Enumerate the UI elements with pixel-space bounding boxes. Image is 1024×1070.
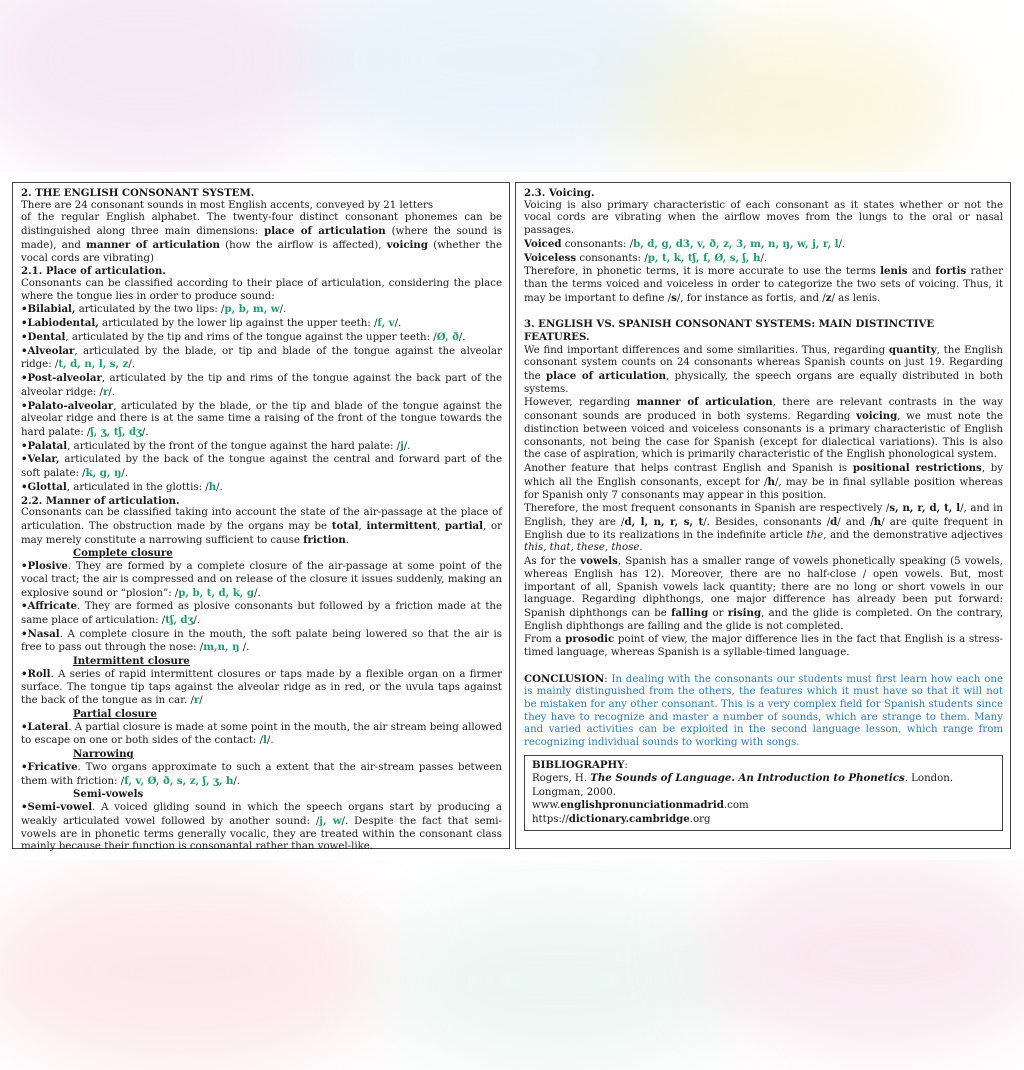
left-column [12,182,510,853]
phoneme-set: m,n, ŋ [203,641,240,654]
text-run: We find important differences and some similarities. Thus, regarding [524,344,889,356]
text-run: •Affricate [21,600,78,613]
text-run: h [767,475,775,488]
subheading: Semi-vowels [73,788,144,801]
bibliography-site-1: www.englishpronunciationmadrid.com [532,799,749,812]
bg-blob-pink [0,870,390,1070]
paragraph [21,721,502,748]
text-run: CONCLUSION [524,672,605,685]
text-run: intermittent [366,519,437,532]
text-run: and [907,266,936,278]
text-run: rising [727,606,762,619]
bg-blob-blue [300,0,720,160]
phoneme-set: h [208,480,217,493]
phoneme-set: p, b, t, d, k, g [178,586,255,599]
paragraph [21,317,502,331]
paragraph: There are 24 consonant sounds in most English accents, conveyed by 21 letters [21,199,434,211]
phoneme-set: tʃ, dʒ [165,614,194,626]
text-run: . They are formed as plosive consonants but followed by a friction made at the same place of articulation: / [21,601,502,626]
text-run: •Alveolar [21,344,75,357]
text-run: : [604,673,612,685]
text-run: manner of articulation [636,396,773,409]
paragraph [524,344,1003,397]
text-run: d [830,515,838,528]
text-run: / [199,695,203,707]
text-run: Voiceless [524,251,577,264]
section-heading: 2.3. Voicing. [524,187,595,199]
phoneme-set: f, v, Ø, ð, s, z, ʃ, ʒ, h [124,774,234,787]
text-run: •Roll [21,667,51,680]
phoneme-set: Ø, ð [436,330,459,343]
text-run: /. [239,642,250,654]
text-run: /. [128,359,136,371]
text-run: , articulated by the front of the tongue against the hard palate: / [67,440,401,452]
text-run: •Palato-alveolar [21,399,114,412]
text-run: , and the demonstrative adjectives [823,529,1003,541]
text-run: falling [671,606,709,619]
text-run: manner of articulation [86,238,220,251]
paragraph [21,628,502,655]
bg-blob-yellow [620,20,960,190]
text-run: , and the glide is completed. On the contrary, English diphthongs are falling and the glide is not completed. [524,607,1003,632]
text-run: /. Despite the fact that semi-vowels are in phonetic terms generally vocalic, they are treated within the consonant class mainly because their function is consonantal rather than vowel-like. [21,815,502,853]
text-run: the [806,529,824,541]
text-run: positional restrictions [852,462,982,475]
text-run: (whether the vocal cords are vibrating) [21,239,502,264]
text-run: , by which all the English consonants, except for / [524,463,1003,488]
bibliography-site-2: https://dictionary.cambridge.org [532,812,711,825]
section-heading: 3. ENGLISH VS. SPANISH CONSONANT SYSTEMS: MAIN DISTINCTIVE FEATURES. [524,318,935,343]
phoneme-set: j, w [319,814,342,827]
text-run: As for the [524,556,581,568]
text-run: . A complete closure in the mouth, the soft palate being lowered so that the air is free to pass out through the nose: / [21,628,502,654]
phoneme-set: f, v [377,317,395,330]
right-column-text [524,187,1003,750]
bibliography-box [524,755,1003,832]
text-run: •Palatal [21,439,68,452]
text-run: or [708,607,728,619]
text-run: consonants: / [576,252,648,264]
paragraph [21,345,502,372]
phoneme-set: r [103,385,109,398]
phoneme-set: l [263,734,267,747]
text-run: . They are formed by a complete closure of the air-passage at some point of the vocal tract; the air is compressed and on release of the closure it issues suddenly, making an explosive sound or “plosion”: / [21,561,502,599]
text-run: , articulated by the tip and rims of the tongue against the back part of the alveolar ridge: / [21,373,502,398]
text-run: this, that, these, those [524,542,640,554]
text-run: •Velar, [21,453,60,466]
bg-blob-rose [700,860,1024,1050]
text-run: •Bilabial, [21,303,76,316]
text-run: •Nasal [21,627,60,640]
text-run: Therefore, in phonetic terms, it is more accurate to use the terms [524,266,881,278]
text-run: /. Besides, consonants / [703,516,831,528]
paragraph [21,372,502,399]
subheading: Partial closure [73,708,157,721]
text-run: , articulated by the blade, or the tip and blade of the tongue against the alveolar ridge and there is at the same time a raising of the front of the tongue towards the hard palate: / [21,400,502,438]
text-run: rather than the terms voiced and voiceless in order to categorize the two sets of voicing. Thus, it may be important to define / [524,266,1003,304]
text-run: Consonants can be classified taking into account the state of the air-passage at the place of articulation. The obstruction made by the organs may be [21,507,502,532]
text-run: , [358,520,367,532]
text-run: , the English consonant system counts on 24 consonants whereas Spanish counts on just 19. Regarding the [524,344,1003,383]
paragraph [21,507,502,547]
phoneme-set: t, d, n, l, s, z [58,358,129,371]
text-run: (how the airflow is affected), [219,239,387,251]
paragraph [524,238,1003,252]
paragraph [21,481,502,495]
text-run: z [825,291,832,304]
text-run: quantity [888,343,937,356]
paragraph: Voicing is also primary characteristic of each consonant as it states whether or not the vocal cords are vibrating when the airflow moves from the lungs to the oral or nasal passages. [524,199,1003,237]
text-run: d, l, n, r, s, t [624,515,704,528]
text-run: total [331,519,359,532]
text-run: However, regarding [524,397,637,409]
text-run: , articulated by the tip and rims of the tongue against the upper teeth: / [65,331,437,343]
section-heading: 2.2. Manner of articulation. [21,494,180,507]
paragraph [21,453,502,480]
text-run: . [639,542,643,554]
paragraph [21,400,502,440]
phoneme-set: b, d, g, d3, v, ð, z, 3, m, n, ŋ, w, j, r, l [633,237,839,250]
text-run: , physically, the speech organs are equally distributed in both systems. [524,371,1003,395]
text-run: From a [524,634,566,646]
bibliography-reference: Rogers, H. The Sounds of Language. An Introduction to Phonetics. London. Longman, 2000. [532,772,954,798]
text-run: . Two organs approximate to such a extent that the air-stream passes between them with friction: / [21,761,502,787]
subheading: Intermittent closure [73,655,190,668]
text-run: •Fricative [21,760,78,773]
text-run: /. [266,735,274,747]
phoneme-set: ʃ, ʒ, tʃ, dʒ [90,425,142,438]
text-run: s, n, r, d, t, l [889,502,961,515]
text-run: . A series of rapid intermittent closures or taps made by a flexible organ on a firmer surface. The tongue tip taps against the alveolar ridge as in red, or the uvula taps against the back of the tongue as in car. / [21,668,502,707]
text-run: friction [303,533,346,546]
text-run: articulated by the lower lip against the upper teeth: / [98,318,378,330]
text-run: /, may be in final syllable position whereas for Spanish only 7 consonants may appear in this position. [524,476,1003,501]
text-run: . [345,534,350,546]
text-run: Therefore, the most frequent consonants in Spanish are respectively / [524,503,890,515]
text-run: voicing [386,238,428,251]
text-run: (where the sound is made), and [21,226,502,251]
text-run: , [436,520,445,532]
paragraph: Consonants can be classified according to their place of articulation, considering the place where the tongue lies in order to produce sound: [21,278,502,302]
text-run: , articulated by the blade, or tip and blade of the tongue against the alveolar ridge: / [21,345,502,371]
text-run: place of articulation [264,225,386,238]
text-run: , articulated in the glottis: / [66,481,209,493]
paragraph [524,265,1003,305]
text-run: / as lenis. [831,292,881,304]
text-run: lenis [880,265,908,278]
text-run: , or may merely constitute a narrowing sufficient to cause [21,520,502,546]
text-run: •Dental [21,330,66,343]
paragraph [21,761,502,788]
text-run: /. [279,304,287,316]
text-run: , there are relevant contrasts in the way consonant sounds are produced in both systems. Regarding [524,397,1003,423]
phoneme-set: p, t, k, tʃ, f, Ø, s, ʃ, h [647,251,761,264]
paragraph [21,303,502,317]
text-run: consonants: / [561,238,634,250]
text-run: h [873,515,882,528]
paragraph [524,252,1003,266]
phoneme-set: p, b, m, w [224,303,280,316]
spacer [524,305,1003,318]
paragraph [21,440,502,454]
text-run: /. [458,331,466,343]
text-run: articulated by the two lips: / [75,304,225,316]
text-run: partial [444,519,484,532]
paragraph [524,555,1003,633]
text-run: , we must note the distinction between voiced and voiceless consonants is a primary characteristic of English consonants, not being the case for Spanish (except for dialectical variations). This is also the case of aspiration, which is primarily characteristic of the English phonological system. [524,411,1003,461]
text-run: vowels [580,555,618,568]
section-heading: 2.1. Place of articulation. [21,265,166,278]
text-run: •Post-alveolar [21,372,102,385]
text-run: fortis [935,265,967,278]
text-run: •Plosive [21,560,68,573]
text-run: /. [838,238,846,250]
text-run: place of articulation [546,370,667,383]
text-run: /. [394,318,402,330]
text-run: s [671,291,677,304]
text-run: /. [108,386,116,398]
text-run: voicing [856,410,898,423]
text-run: /. [121,468,129,480]
paragraph [524,502,1003,555]
right-column [515,182,1011,849]
subheading: Narrowing [73,748,134,761]
paragraph [21,801,502,854]
text-run: /. [403,440,411,452]
bibliography-heading: BIBLIOGRAPHY: [532,758,628,771]
text-run: prosodic [565,633,615,646]
text-run: , Spanish has a smaller range of vowels phonetically speaking (5 vowels, whereas English has 12). Moreover, there are no half-close / open vowels. But, most important of all, Spanish vowels lack quantity; there are no long or short vowels in our language. Regarding diphthongs, one major difference has already been put forward: Spanish diphthongs can be [524,556,1003,619]
text-run: /. [193,615,201,626]
text-run: •Glottal [21,480,67,493]
conclusion-paragraph [524,673,1003,750]
phoneme-set: j [400,439,404,452]
section-heading: 2. THE ENGLISH CONSONANT SYSTEM. [21,187,255,199]
paragraph [21,668,502,708]
paragraph [21,600,502,627]
text-run: Another feature that helps contrast English and Spanish is [524,463,853,475]
text-run: / are quite frequent in English due to its realizations in the indefinite article [524,516,1004,541]
text-run: •Labiodental, [21,317,99,330]
text-run: of the regular English alphabet. The twenty-four distinct consonant phonemes can be distinguished along three main dimensions: [21,212,502,238]
phoneme-set: k, g, ŋ [85,467,122,480]
text-run: Voiced [524,237,562,250]
paragraph [524,633,1003,659]
text-run: /. [233,775,241,787]
text-run: /. [141,426,149,438]
bg-blob-lilac [0,0,340,180]
text-run: In dealing with the consonants our students must first learn how each one is mainly distinguished from the others, the features which it must have so that it will not be mistaken for any other consonant. This is a very complex field for Spanish students since they have to recognize and master a number of sounds, which are strange to them. Many and varied activities can be exploited in the second language lesson, which range from recognizing individual sounds to working with songs. [524,673,1004,749]
text-run: / and / [837,516,874,528]
text-run: articulated by the back of the tongue against the central and forward part of the soft palate: / [21,454,502,480]
bg-blob-mint [380,890,740,1070]
text-run: . A partial closure is made at some point in the mouth, the air stream being allowed to escape on one or both sides of the contact: / [21,721,502,747]
text-run: /. [216,481,223,493]
phoneme-set: r [193,694,200,707]
paragraph [21,560,502,600]
text-run: . A voiced gliding sound in which the speech organs start by producing a weakly articulated vowel followed by another sound: / [21,802,502,827]
text-run: /. [760,252,768,264]
text-run: •Semi-vowel [21,801,93,814]
paragraph [21,331,502,345]
paragraph [21,212,502,265]
text-run: point of view, the major difference lies in the fact that English is a stress-timed language, whereas Spanish is a syllable-timed language. [524,634,1003,659]
text-run: •Lateral [21,720,69,733]
paragraph [524,462,1003,502]
text-run: /, and in English, they are / [524,503,1003,528]
text-run: /, for instance as fortis, and / [676,292,826,304]
text-run: /. [254,587,261,599]
spacer [524,660,1003,673]
subheading: Complete closure [73,547,173,560]
paragraph [524,396,1003,462]
